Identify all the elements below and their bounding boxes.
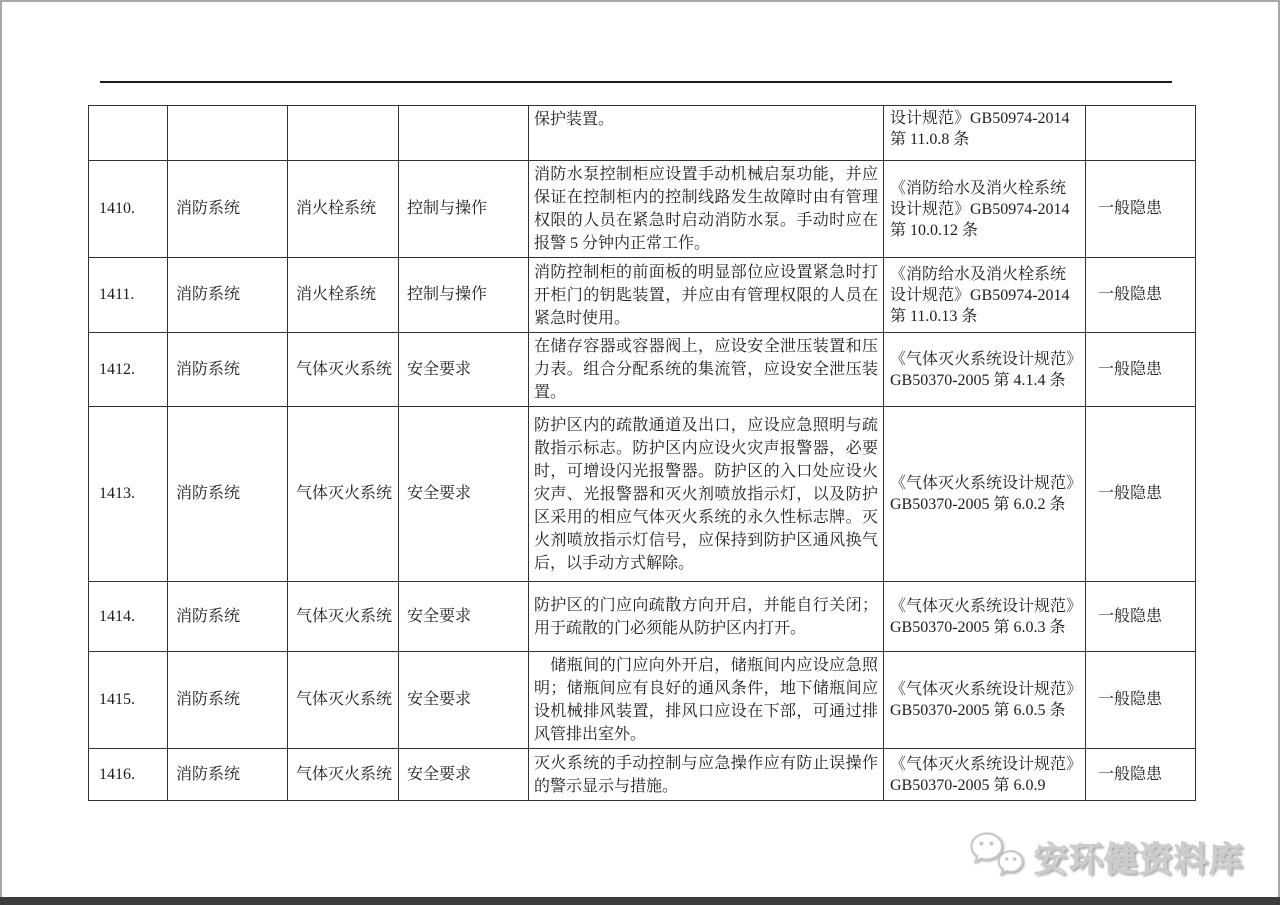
cell-subsystem: 气体灭火系统 (288, 749, 399, 801)
cell-regulation-reference: 《气体灭火系统设计规范》GB50370-2005 第 6.0.2 条 (884, 407, 1086, 582)
cell-category: 安全要求 (399, 749, 529, 801)
cell-regulation-reference: 《消防给水及消火栓系统设计规范》GB50974-2014 第 11.0.13 条 (884, 258, 1086, 333)
cell-regulation-reference: 《气体灭火系统设计规范》GB50370-2005 第 6.0.9 (884, 749, 1086, 801)
cell-hazard-level (1086, 106, 1196, 161)
table-row (89, 582, 1196, 652)
cell-hazard-level: 一般隐患 (1086, 582, 1196, 652)
cell-category: 控制与操作 (399, 161, 529, 258)
cell-regulation-reference: 《气体灭火系统设计规范》GB50370-2005 第 4.1.4 条 (884, 333, 1086, 407)
cell-number: 1416. (89, 749, 168, 801)
cell-system: 消防系统 (168, 258, 288, 333)
cell-hazard-level: 一般隐患 (1086, 652, 1196, 749)
wechat-icon (968, 829, 1026, 884)
cell-regulation-reference: 《气体灭火系统设计规范》GB50370-2005 第 6.0.5 条 (884, 652, 1086, 749)
table-row (89, 652, 1196, 749)
cell-subsystem: 气体灭火系统 (288, 582, 399, 652)
cell-regulation-reference: 《消防给水及消火栓系统设计规范》GB50974-2014 第 10.0.12 条 (884, 161, 1086, 258)
cell-subsystem: 消火栓系统 (288, 161, 399, 258)
cell-hazard-level: 一般隐患 (1086, 749, 1196, 801)
cell-subsystem: 气体灭火系统 (288, 407, 399, 582)
cell-number: 1414. (89, 582, 168, 652)
cell-number: 1413. (89, 407, 168, 582)
watermark (968, 828, 1244, 884)
cell-number: 1411. (89, 258, 168, 333)
hazard-checklist-table (88, 105, 1196, 801)
header-rule (100, 81, 1172, 83)
table-row (89, 407, 1196, 582)
cell-description: 保护装置。 (529, 106, 884, 161)
cell-description: 消防水泵控制柜应设置手动机械启泵功能，并应保证在控制柜内的控制线路发生故障时由有管理权限的人员在紧急时启动消防水泵。手动时应在报警 5 分钟内正常工作。 (529, 161, 884, 258)
cell-system (168, 106, 288, 161)
cell-system: 消防系统 (168, 333, 288, 407)
cell-regulation-reference: 设计规范》GB50974-2014 第 11.0.8 条 (884, 106, 1086, 161)
cell-description: 灭火系统的手动控制与应急操作应有防止误操作的警示显示与措施。 (529, 749, 884, 801)
cell-system: 消防系统 (168, 749, 288, 801)
cell-description: 储瓶间的门应向外开启，储瓶间内应设应急照明；储瓶间应有良好的通风条件，地下储瓶间应设机械排风装置，排风口应设在下部，可通过排风管排出室外。 (529, 652, 884, 749)
table-row (89, 161, 1196, 258)
cell-system: 消防系统 (168, 652, 288, 749)
cell-hazard-level: 一般隐患 (1086, 407, 1196, 582)
cell-system: 消防系统 (168, 407, 288, 582)
cell-hazard-level: 一般隐患 (1086, 258, 1196, 333)
cell-description: 消防控制柜的前面板的明显部位应设置紧急时打开柜门的钥匙装置，并应由有管理权限的人员在紧急时使用。 (529, 258, 884, 333)
cell-category: 安全要求 (399, 333, 529, 407)
bottom-edge-bar (0, 897, 1280, 905)
cell-number: 1415. (89, 652, 168, 749)
cell-number: 1410. (89, 161, 168, 258)
cell-subsystem: 气体灭火系统 (288, 333, 399, 407)
cell-subsystem (288, 106, 399, 161)
cell-description: 在储存容器或容器阀上，应设安全泄压装置和压力表。组合分配系统的集流管，应设安全泄压装置。 (529, 333, 884, 407)
cell-category: 安全要求 (399, 407, 529, 582)
watermark-text: 安环健资料库 (1034, 840, 1244, 879)
cell-description: 防护区的门应向疏散方向开启，并能自行关闭；用于疏散的门必须能从防护区内打开。 (529, 582, 884, 652)
table-row (89, 258, 1196, 333)
cell-subsystem: 消火栓系统 (288, 258, 399, 333)
cell-number: 1412. (89, 333, 168, 407)
table-row (89, 333, 1196, 407)
cell-regulation-reference: 《气体灭火系统设计规范》GB50370-2005 第 6.0.3 条 (884, 582, 1086, 652)
cell-category: 安全要求 (399, 652, 529, 749)
cell-system: 消防系统 (168, 582, 288, 652)
cell-number (89, 106, 168, 161)
cell-description: 防护区内的疏散通道及出口，应设应急照明与疏散指示标志。防护区内应设火灾声报警器，必要时，可增设闪光报警器。防护区的入口处应设火灾声、光报警器和灭火剂喷放指示灯，以及防护区采用的相应气体灭火系统的永久性标志牌。灭火剂喷放指示灯信号，应保持到防护区通风换气后，以手动方式解除。 (529, 407, 884, 582)
cell-hazard-level: 一般隐患 (1086, 333, 1196, 407)
cell-hazard-level: 一般隐患 (1086, 161, 1196, 258)
cell-system: 消防系统 (168, 161, 288, 258)
cell-subsystem: 气体灭火系统 (288, 652, 399, 749)
cell-category (399, 106, 529, 161)
table-row (89, 106, 1196, 161)
cell-category: 安全要求 (399, 582, 529, 652)
table-row (89, 749, 1196, 801)
cell-category: 控制与操作 (399, 258, 529, 333)
